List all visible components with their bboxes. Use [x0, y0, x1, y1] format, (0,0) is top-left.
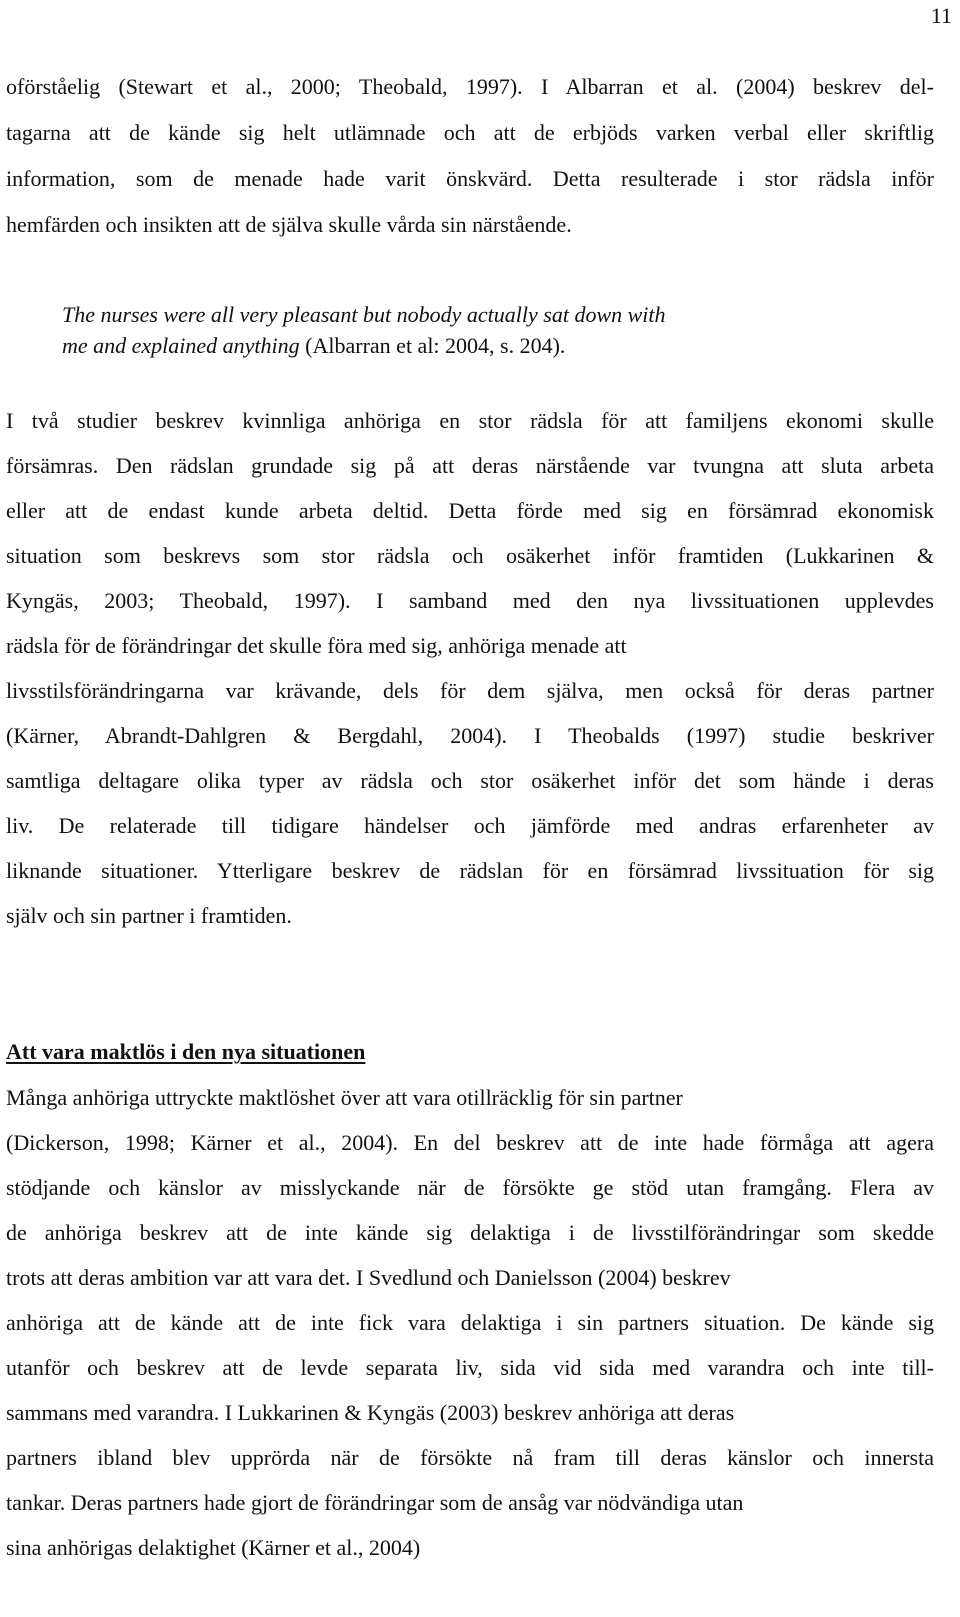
quote-citation: (Albarran et al: 2004, s. 204). — [299, 333, 566, 358]
text-line: rädsla för de förändringar det skulle föra med sig, anhöriga menade att — [6, 633, 627, 658]
text-line: samtliga deltagare olika typer av rädsla och stor osäkerhet inför det som hände i deras — [6, 768, 934, 793]
text-line: försämras. Den rädslan grundade sig på att deras närstående var tvungna att sluta arbeta — [6, 453, 934, 478]
text-line: (Dickerson, 1998; Kärner et al., 2004). En del beskrev att de inte hade förmåga att agera — [6, 1130, 934, 1155]
text-line: trots att deras ambition var att vara det. I Svedlund och Danielsson (2004) beskrev — [6, 1265, 731, 1290]
text-line: Många anhöriga uttryckte maktlöshet över att vara otillräcklig för sin partner — [6, 1085, 683, 1110]
text-line: information, som de menade hade varit önskvärd. Detta resulterade i stor rädsla inför — [6, 166, 934, 191]
text-line: sammans med varandra. I Lukkarinen & Kyngäs (2003) beskrev anhöriga att deras — [6, 1400, 735, 1425]
text-line: tagarna att de kände sig helt utlämnade och att de erbjöds varken verbal eller skriftlig — [6, 120, 934, 145]
text-line: oförståelig (Stewart et al., 2000; Theobald, 1997). I Albarran et al. (2004) beskrev del- — [6, 74, 934, 99]
text-line: stödjande och känslor av misslyckande när de försökte ge stöd utan framgång. Flera av — [6, 1175, 934, 1200]
section-heading: Att vara maktlös i den nya situationen — [6, 1039, 366, 1064]
text-line: (Kärner, Abrandt-Dahlgren & Bergdahl, 2004). I Theobalds (1997) studie beskriver — [6, 723, 934, 748]
text-line: själv och sin partner i framtiden. — [6, 903, 292, 928]
text-line: livsstilsförändringarna var krävande, dels för dem själva, men också för deras partner — [6, 678, 934, 703]
page-number: 11 — [930, 3, 952, 28]
text-line: situation som beskrevs som stor rädsla och osäkerhet inför framtiden (Lukkarinen & — [6, 543, 934, 568]
text-line: partners ibland blev upprörda när de försökte nå fram till deras känslor och innersta — [6, 1445, 934, 1470]
quote-line-1 — [62, 300, 666, 330]
text-line: liknande situationer. Ytterligare beskrev de rädslan för en försämrad livssituation för sig — [6, 858, 934, 883]
text-line: hemfärden och insikten att de själva skulle vårda sin närstående. — [6, 212, 572, 237]
text-line: I två studier beskrev kvinnliga anhöriga en stor rädsla för att familjens ekonomi skulle — [6, 408, 934, 433]
text-line: anhöriga att de kände att de inte fick vara delaktiga i sin partners situation. De kände sig — [6, 1310, 934, 1335]
text-line: de anhöriga beskrev att de inte kände sig delaktiga i de livsstilförändringar som skedde — [6, 1220, 934, 1245]
quote-line-2 — [62, 331, 565, 361]
text-line: liv. De relaterade till tidigare händelser och jämförde med andras erfarenheter av — [6, 813, 934, 838]
text-line: eller att de endast kunde arbeta deltid. Detta förde med sig en försämrad ekonomisk — [6, 498, 934, 523]
text-line: Kyngäs, 2003; Theobald, 1997). I samband med den nya livssituationen upplevdes — [6, 588, 934, 613]
text-line: sina anhörigas delaktighet (Kärner et al., 2004) — [6, 1535, 421, 1560]
quote-text: The nurses were all very pleasant but nobody actually sat down with — [62, 302, 666, 327]
text-line: tankar. Deras partners hade gjort de förändringar som de ansåg var nödvändiga utan — [6, 1490, 744, 1515]
text-line: utanför och beskrev att de levde separata liv, sida vid sida med varandra och inte till- — [6, 1355, 934, 1380]
quote-text: me and explained anything — [62, 333, 300, 358]
